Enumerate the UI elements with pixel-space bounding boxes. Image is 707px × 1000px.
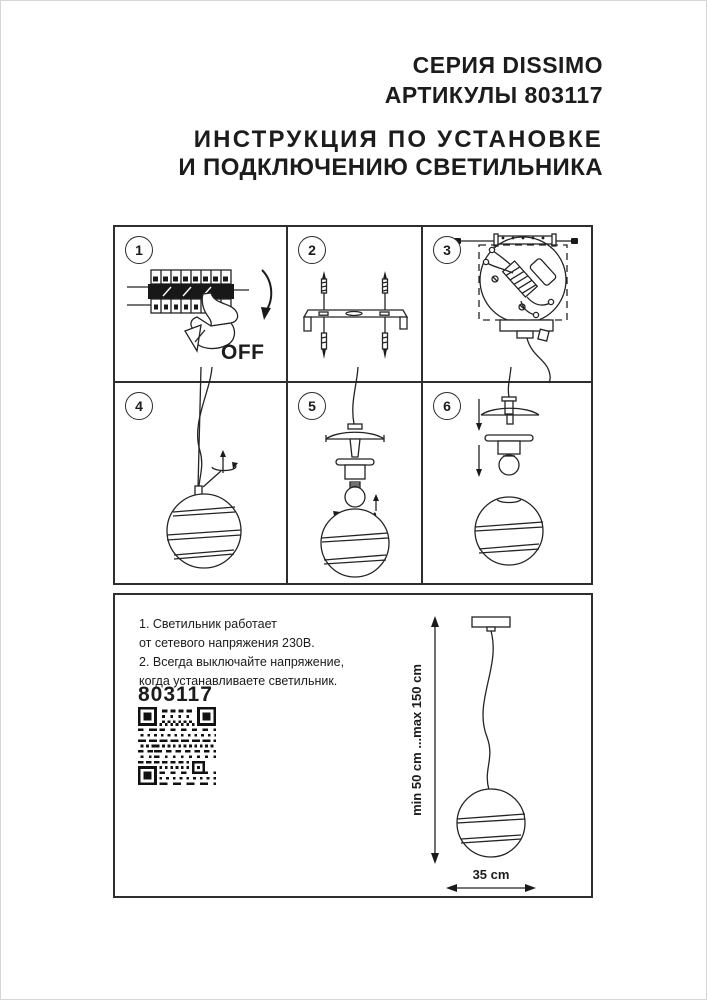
step-number-badge: 1	[125, 236, 153, 264]
step-panel-1	[115, 227, 288, 383]
info-panel	[113, 593, 593, 898]
instruction-title	[178, 126, 603, 182]
step-number-badge: 3	[433, 236, 461, 264]
step-panel-4	[115, 383, 288, 583]
dimension-diagram	[405, 607, 595, 897]
article-number: 803117	[138, 683, 213, 706]
width-dimension-label: 35 cm	[472, 867, 510, 882]
step-number-badge: 2	[298, 236, 326, 264]
series-title: СЕРИЯ DISSIMO	[412, 52, 603, 78]
step-panel-5	[288, 383, 423, 583]
step-panel-3	[423, 227, 591, 383]
step-panel-2	[288, 227, 423, 383]
instruction-title-line2: И ПОДКЛЮЧЕНИЮ СВЕТИЛЬНИКА	[178, 154, 603, 181]
height-dimension-label: min 50 cm ...max 150 cm	[409, 664, 424, 816]
step-number-badge: 6	[433, 392, 461, 420]
step-panel-6	[423, 383, 591, 583]
note-line: от сетевого напряжения 230В.	[139, 636, 315, 650]
step-number-badge: 5	[298, 392, 326, 420]
header	[178, 50, 603, 182]
note-line: 1. Светильник работает	[139, 617, 277, 631]
instruction-title-line1: ИНСТРУКЦИЯ ПО УСТАНОВКЕ	[193, 126, 603, 153]
note-line: 2. Всегда выключайте напряжение,	[139, 655, 345, 669]
off-label: OFF	[221, 341, 265, 364]
note-line: когда устанавливаете светильник.	[139, 674, 338, 688]
steps-grid	[113, 225, 593, 585]
step-number-badge: 4	[125, 392, 153, 420]
article-title: АРТИКУЛЫ 803117	[384, 82, 603, 108]
safety-notes	[139, 615, 344, 691]
qr-code	[138, 707, 216, 785]
